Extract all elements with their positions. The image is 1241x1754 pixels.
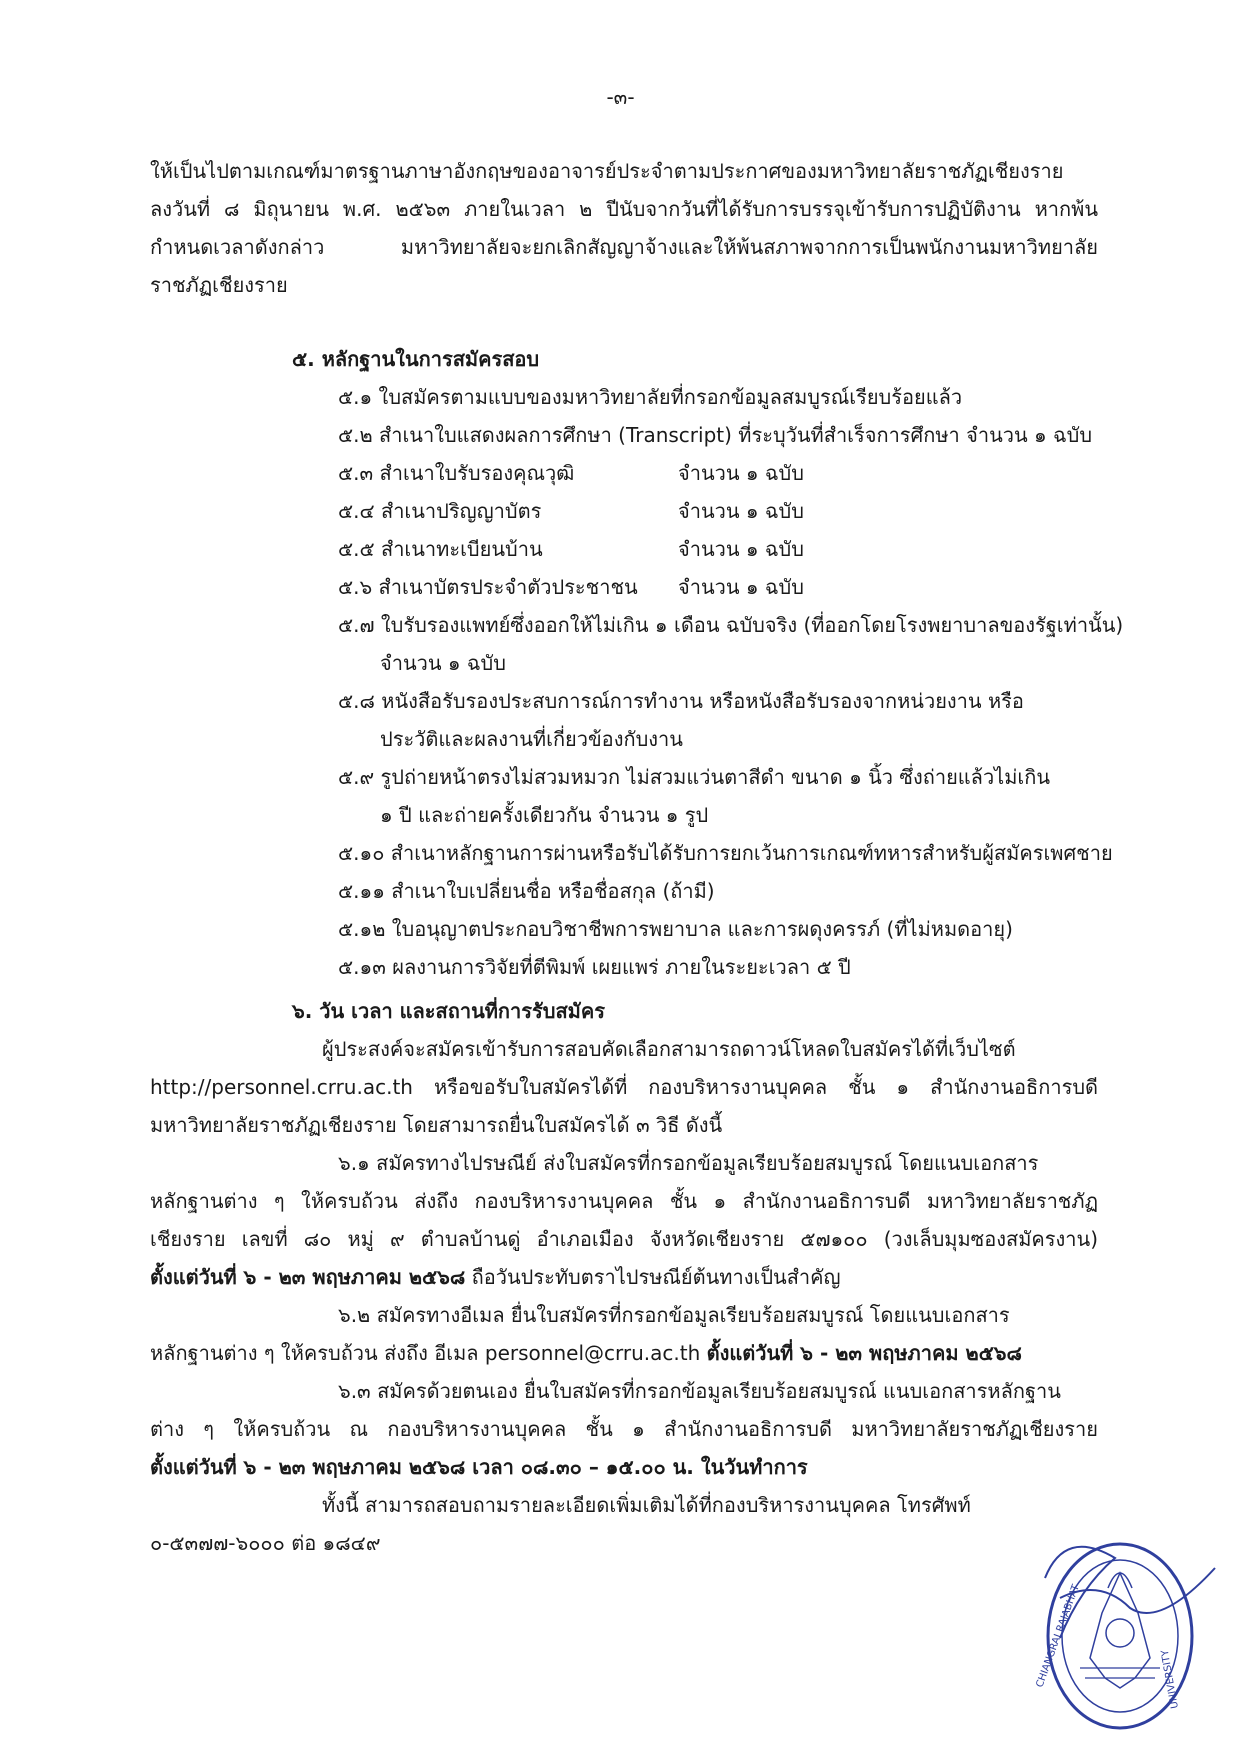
item-5-2: ๕.๒ สำเนาใบแสดงผลการศึกษา (Transcript) ที่ระบุวันที่สำเร็จการศึกษา จำนวน ๑ ฉบับ (338, 423, 1093, 447)
page-number: -๓- (606, 85, 635, 109)
method-6-3-line2: ต่าง ๆ ให้ครบถ้วน ณ กองบริหารงานบุคคล ชั้น ๑ สำนักงานอธิการบดี มหาวิทยาลัยราชภัฏเชียงราย (150, 1417, 1098, 1441)
intro-line-3: กำหนดเวลาดังกล่าว มหาวิทยาลัยจะยกเลิกสัญญาจ้างและให้พ้นสภาพจากการเป็นพนักงานมหาวิทยาลัย (150, 235, 1098, 259)
method-6-2-dates: ตั้งแต่วันที่ ๖ - ๒๓ พฤษภาคม ๒๕๖๘ (706, 1341, 1022, 1365)
section-6-p1-line3: มหาวิทยาลัยราชภัฏเชียงราย โดยสามารถยื่นใบสมัครได้ ๓ วิธี ดังนี้ (150, 1113, 723, 1137)
item-5-1: ๕.๑ ใบสมัครตามแบบของมหาวิทยาลัยที่กรอกข้อมูลสมบูรณ์เรียบร้อยแล้ว (338, 385, 963, 409)
intro-line-2: ลงวันที่ ๘ มิถุนายน พ.ศ. ๒๕๖๓ ภายในเวลา ๒ ปีนับจากวันที่ได้รับการบรรจุเข้ารับการปฏิบัติงาน หากพ้น (150, 197, 1098, 221)
item-5-11: ๕.๑๑ สำเนาใบเปลี่ยนชื่อ หรือชื่อสกุล (ถ้ามี) (338, 879, 715, 903)
section-6-heading: ๖. วัน เวลา และสถานที่การรับสมัคร (292, 999, 605, 1023)
item-5-6: ๕.๖ สำเนาบัตรประจำตัวประชาชน (338, 575, 638, 599)
method-6-1-dates: ตั้งแต่วันที่ ๖ - ๒๓ พฤษภาคม ๒๕๖๘ (150, 1265, 466, 1289)
section-5-heading: ๕. หลักฐานในการสมัครสอบ (292, 347, 540, 371)
intro-line-1: ให้เป็นไปตามเกณฑ์มาตรฐานภาษาอังกฤษของอาจารย์ประจำตามประกาศของมหาวิทยาลัยราชภัฏเชียงราย (150, 159, 1064, 183)
method-6-1-line3: เชียงราย เลขที่ ๘๐ หมู่ ๙ ตำบลบ้านดู่ อำเภอเมือง จังหวัดเชียงราย ๕๗๑๐๐ (วงเล็บมุมซองสมัครงาน) (150, 1227, 1098, 1251)
svg-text:CHIANGRAI RAJABHAT: CHIANGRAI RAJABHAT (1034, 1583, 1082, 1690)
item-5-5: ๕.๕ สำเนาทะเบียนบ้าน (338, 537, 543, 561)
item-5-4: ๕.๔ สำเนาปริญญาบัตร (338, 499, 542, 523)
item-5-12: ๕.๑๒ ใบอนุญาตประกอบวิชาชีพการพยาบาล และการผดุงครรภ์ (ที่ไม่หมดอายุ) (338, 917, 1013, 941)
intro-line-4: ราชภัฏเชียงราย (150, 273, 288, 297)
method-6-2-line1: ๖.๒ สมัครทางอีเมล ยื่นใบสมัครที่กรอกข้อมูลเรียบร้อยสมบูรณ์ โดยแนบเอกสาร (338, 1303, 1010, 1327)
item-5-9: ๕.๙ รูปถ่ายหน้าตรงไม่สวมหมวก ไม่สวมแว่นตาสีดำ ขนาด ๑ นิ้ว ซึ่งถ่ายแล้วไม่เกิน (338, 765, 1051, 789)
item-5-10: ๕.๑๐ สำเนาหลักฐานการผ่านหรือรับได้รับการยกเว้นการเกณฑ์ทหารสำหรับผู้สมัครเพศชาย (338, 841, 1113, 865)
contact-phone: ๐-๕๓๗๗-๖๐๐๐ ต่อ ๑๘๔๙ (150, 1531, 381, 1555)
method-6-1-line1: ๖.๑ สมัครทางไปรษณีย์ ส่งใบสมัครที่กรอกข้อมูลเรียบร้อยสมบูรณ์ โดยแนบเอกสาร (338, 1151, 1039, 1175)
item-5-8: ๕.๘ หนังสือรับรองประสบการณ์การทำงาน หรือหนังสือรับรองจากหน่วยงาน หรือ (338, 689, 1024, 713)
item-5-7-cont: จำนวน ๑ ฉบับ (380, 651, 506, 675)
university-seal-icon (1020, 1518, 1220, 1748)
method-6-1-note: ถือวันประทับตราไปรษณีย์ต้นทางเป็นสำคัญ (465, 1265, 841, 1289)
method-6-3-dates: ตั้งแต่วันที่ ๖ - ๒๓ พฤษภาคม ๒๕๖๘ เวลา ๐๘.๓๐ – ๑๕.๐๐ น. ในวันทำการ (150, 1455, 808, 1479)
section-6-p1-line1: ผู้ประสงค์จะสมัครเข้ารับการสอบคัดเลือกสามารถดาวน์โหลดใบสมัครได้ที่เว็บไซต์ (322, 1037, 1016, 1061)
item-5-3-qty: จำนวน ๑ ฉบับ (678, 461, 804, 485)
method-6-2-email-text: หลักฐานต่าง ๆ ให้ครบถ้วน ส่งถึง อีเมล personnel@crru.ac.th (150, 1341, 707, 1365)
item-5-5-qty: จำนวน ๑ ฉบับ (678, 537, 804, 561)
method-6-1-line2: หลักฐานต่าง ๆ ให้ครบถ้วน ส่งถึง กองบริหารงานบุคคล ชั้น ๑ สำนักงานอธิการบดี มหาวิทยาลัยราชภัฏ (150, 1189, 1098, 1213)
section-6-p1-line2: http://personnel.crru.ac.th หรือขอรับใบสมัครได้ที่ กองบริหารงานบุคคล ชั้น ๑ สำนักงานอธิการบดี (150, 1075, 1098, 1099)
item-5-13: ๕.๑๓ ผลงานการวิจัยที่ตีพิมพ์ เผยแพร่ ภายในระยะเวลา ๕ ปี (338, 955, 851, 979)
method-6-2-line2 (150, 1340, 1022, 1366)
method-6-3-line1: ๖.๓ สมัครด้วยตนเอง ยื่นใบสมัครที่กรอกข้อมูลเรียบร้อยสมบูรณ์ แนบเอกสารหลักฐาน (338, 1379, 1061, 1403)
item-5-6-qty: จำนวน ๑ ฉบับ (678, 575, 804, 599)
item-5-3: ๕.๓ สำเนาใบรับรองคุณวุฒิ (338, 461, 575, 485)
item-5-7: ๕.๗ ใบรับรองแพทย์ซึ่งออกให้ไม่เกิน ๑ เดือน ฉบับจริง (ที่ออกโดยโรงพยาบาลของรัฐเท่านั้น) (338, 613, 1124, 637)
item-5-9-cont: ๑ ปี และถ่ายครั้งเดียวกัน จำนวน ๑ รูป (380, 803, 709, 827)
item-5-8-cont: ประวัติและผลงานที่เกี่ยวข้องกับงาน (380, 727, 683, 751)
method-6-1-line4 (150, 1264, 841, 1290)
contact-line-1: ทั้งนี้ สามารถสอบถามรายละเอียดเพิ่มเติมได้ที่กองบริหารงานบุคคล โทรศัพท์ (322, 1493, 971, 1517)
item-5-4-qty: จำนวน ๑ ฉบับ (678, 499, 804, 523)
svg-text:UNIVERSITY: UNIVERSITY (1159, 1649, 1181, 1710)
